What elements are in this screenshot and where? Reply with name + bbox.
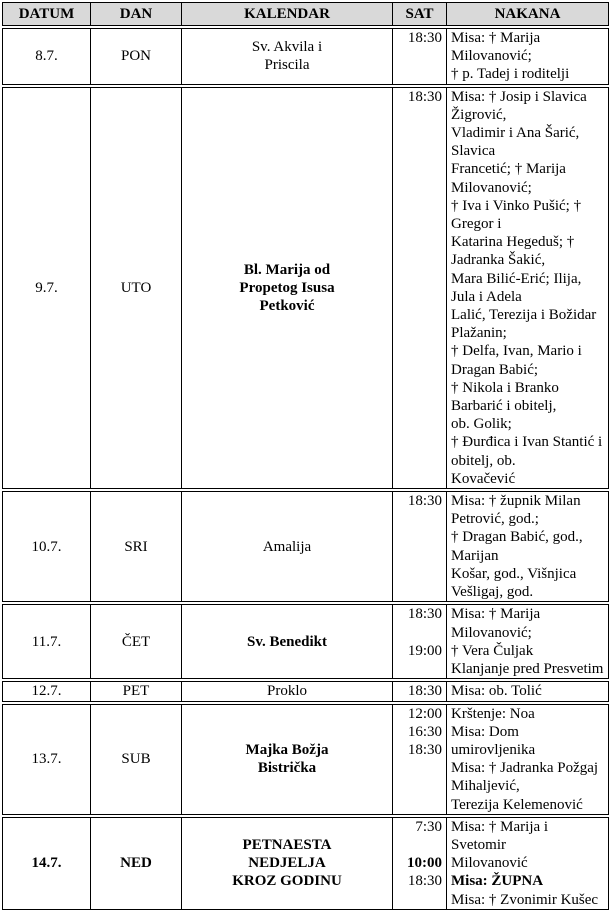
header-datum: DATUM	[3, 3, 91, 26]
intention-line: Misa: † župnik Milan Petrović, god.;	[451, 493, 581, 528]
intention-line: Vladimir i Ana Šarić, Slavica	[451, 125, 580, 160]
intention-cell	[447, 605, 609, 679]
day-cell: PON	[91, 29, 182, 85]
intention-line: Katarina Hegeduš; † Jadranka Šakić,	[451, 234, 575, 269]
calendar-line: Bl. Marija od	[243, 261, 331, 278]
table-row	[3, 817, 609, 909]
time-line: 18:30	[407, 606, 442, 623]
intention-line: Misa: ob. Tolić	[451, 683, 542, 700]
intention-cell	[447, 29, 609, 85]
intention-line: Misa: † Marija Milovanović;	[451, 30, 541, 65]
calendar-cell	[182, 492, 393, 602]
intention-line: Krštenje: Noa	[451, 705, 535, 722]
calendar-line: Sv. Akvila i	[251, 39, 323, 56]
intention-line: Misa: † Jadranka Požgaj Mihaljević,	[451, 760, 599, 795]
time-line: 18:30	[407, 741, 442, 758]
table-row	[3, 605, 609, 679]
time-cell	[393, 605, 447, 679]
calendar-line: NEDJELJA	[248, 855, 326, 872]
intention-line: † Iva i Vinko Pušić; † Gregor i	[451, 197, 582, 233]
intention-line: Košar, god., Višnjica Vešligaj, god.	[451, 565, 577, 601]
day-cell: NED	[91, 817, 182, 909]
calendar-line: KROZ GODINU	[232, 873, 342, 890]
intention-line: Misa: † Marija i Svetomir	[451, 818, 549, 853]
intention-line: † p. Tadej i roditelji	[451, 66, 570, 83]
intention-line: † Dragan Babić, god., Marijan	[451, 529, 583, 564]
day-cell: SUB	[91, 704, 182, 814]
intention-cell	[447, 87, 609, 488]
calendar-line: Proklo	[266, 683, 307, 700]
time-line: 18:30	[407, 88, 442, 105]
table-row	[3, 704, 609, 814]
time-line: 16:30	[407, 723, 442, 740]
intention-line: † Nikola i Branko Barbarić i obitelj,	[451, 379, 559, 415]
intention-line: Milovanović	[451, 855, 528, 872]
time-line: 7:30	[415, 818, 442, 835]
intention-line: Kovačević	[451, 470, 516, 487]
calendar-line: Petković	[259, 297, 315, 314]
intention-line: Misa: † Marija Milovanović;	[451, 606, 541, 641]
time-line: 18:30	[407, 873, 442, 890]
calendar-line: Sv. Benedikt	[246, 633, 328, 650]
calendar-cell	[182, 605, 393, 679]
calendar-line: Priscila	[264, 57, 310, 74]
table-row	[3, 29, 609, 85]
day-cell: UTO	[91, 87, 182, 488]
calendar-cell	[182, 682, 393, 701]
header-row	[3, 3, 609, 26]
intention-line: † Delfa, Ivan, Mario i Dragan Babić;	[451, 343, 582, 378]
date-cell: 8.7.	[3, 29, 91, 85]
intention-line: † Đurđica i Ivan Stantić i obitelj, ob.	[451, 434, 603, 469]
intention-cell	[447, 704, 609, 814]
intention-line: ob. Golik;	[451, 416, 512, 433]
header-nakana: NAKANA	[447, 3, 609, 26]
intention-line: Misa: ŽUPNA	[451, 873, 544, 890]
time-line: 18:30	[407, 683, 442, 700]
header-kalendar: KALENDAR	[182, 3, 393, 26]
calendar-cell	[182, 87, 393, 488]
schedule-table	[2, 2, 609, 910]
intention-line: Mara Bilić-Erić; Ilija, Jula i Adela	[451, 270, 582, 305]
date-cell: 12.7.	[3, 682, 91, 701]
calendar-cell	[182, 817, 393, 909]
calendar-line: Bistrička	[257, 760, 317, 777]
time-cell	[393, 704, 447, 814]
intention-line: Francetić; † Marija Milovanović;	[451, 161, 566, 196]
intention-cell	[447, 492, 609, 602]
time-line: 19:00	[407, 642, 442, 659]
intention-line: Misa: † Josip i Slavica Žigrović,	[451, 88, 587, 123]
time-cell	[393, 29, 447, 85]
date-cell: 10.7.	[3, 492, 91, 602]
time-cell	[393, 87, 447, 488]
time-cell	[393, 817, 447, 909]
header-dan: DAN	[91, 3, 182, 26]
time-line: 12:00	[407, 705, 442, 722]
table-row	[3, 682, 609, 701]
time-cell	[393, 682, 447, 701]
date-cell: 11.7.	[3, 605, 91, 679]
day-cell: SRI	[91, 492, 182, 602]
date-cell: 14.7.	[3, 817, 91, 909]
day-cell: PET	[91, 682, 182, 701]
calendar-line: Amalija	[262, 538, 312, 555]
calendar-line: Propetog Isusa	[239, 279, 335, 296]
intention-line: Misa: Dom umirovljenika	[451, 723, 536, 758]
calendar-line: Majka Božja	[245, 741, 329, 758]
time-line: 18:30	[407, 493, 442, 510]
calendar-cell	[182, 704, 393, 814]
calendar-cell	[182, 29, 393, 85]
calendar-line: PETNAESTA	[242, 836, 332, 853]
intention-line: Lalić, Terezija i Božidar Plažanin;	[451, 307, 597, 342]
time-line: 18:30	[407, 30, 442, 46]
date-cell: 9.7.	[3, 87, 91, 488]
table-row	[3, 492, 609, 602]
intention-cell	[447, 817, 609, 909]
time-cell	[393, 492, 447, 602]
intention-line: Terezija Kelemenović	[451, 796, 583, 813]
intention-line: Misa: † Zvonimir Kušec	[451, 891, 599, 908]
header-sat: SAT	[393, 3, 447, 26]
date-cell: 13.7.	[3, 704, 91, 814]
intention-line: Klanjanje pred Presvetim	[451, 660, 604, 677]
day-cell: ČET	[91, 605, 182, 679]
table-row	[3, 87, 609, 488]
intention-cell	[447, 682, 609, 701]
time-line: 10:00	[407, 855, 442, 872]
intention-line: † Vera Čuljak	[451, 642, 534, 659]
